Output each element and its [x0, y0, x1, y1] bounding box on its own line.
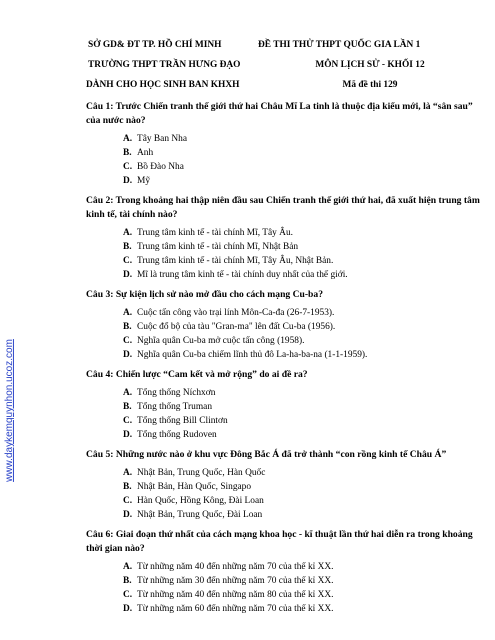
option-d: D. Tổng thống Rudoven: [123, 430, 217, 440]
option-b: B. Nhật Bản, Hàn Quốc, Singapo: [123, 482, 252, 492]
question-title: Câu 5: Những nước nào ở khu vực Đông Bắc Á đã trở thành “con rồng kinh tế Châu Á”: [86, 449, 447, 460]
department-name: SỞ GD& ĐT TP. HỒ CHÍ MINH: [88, 40, 222, 50]
option-b: B. Từ những năm 30 đến những năm 70 của thế kỉ XX.: [123, 576, 334, 586]
option-d: D. Nhật Bản, Trung Quốc, Đài Loan: [123, 510, 263, 520]
option-d: D. Mỹ: [123, 176, 151, 186]
option-b: B. Anh: [123, 148, 154, 158]
option-c: C. Trung tâm kinh tế - tài chính Mĩ, Tây Âu, Nhật Bản.: [123, 256, 334, 266]
subject-name: MÔN LỊCH SỬ - KHỐI 12: [315, 60, 425, 70]
question-6: [86, 528, 482, 616]
option-a: A. Tổng thống Níchxơn: [123, 388, 216, 398]
option-a: A. Cuộc tấn công vào trại lính Môn-Ca-đa (26-7-1953).: [123, 308, 335, 318]
option-a: A. Từ những năm 40 đến những năm 70 của thế kỉ XX.: [123, 562, 334, 572]
exam-header: [86, 36, 482, 94]
option-c: C. Từ những năm 40 đến những năm 80 của thế kỉ XX.: [123, 590, 334, 600]
question-2: [86, 194, 482, 282]
option-c: C. Hàn Quốc, Hồng Kông, Đài Loan: [123, 496, 264, 506]
option-d: D. Nghĩa quân Cu-ba chiếm lĩnh thủ đô La-ha-ba-na (1-1-1959).: [123, 350, 368, 360]
school-name: TRƯỜNG THPT TRẦN HƯNG ĐẠO: [88, 60, 241, 70]
watermark-text[interactable]: www.daykemquynhon.ucoz.com: [3, 338, 15, 482]
question-title: Câu 6: Giai đoạn thứ nhất của cách mạng khoa học - kĩ thuật lần thứ hai diễn ra trong khoảng thời gian nào?: [86, 529, 473, 554]
question-1: [86, 100, 482, 188]
question-title: Câu 2: Trong khoảng hai thập niên đầu sau Chiến tranh thế giới thứ hai, đã xuất hiện trung tâm kinh tế, tài chính nào?: [86, 195, 480, 220]
watermark-link[interactable]: [2, 200, 16, 620]
option-c: C. Tổng thống Bill Clintơn: [123, 416, 228, 426]
option-a: A. Nhật Bản, Trung Quốc, Hàn Quốc: [123, 468, 266, 478]
question-title: Câu 3: Sự kiện lịch sử nào mở đầu cho cách mạng Cu-ba?: [86, 289, 323, 300]
question-5: [86, 448, 482, 522]
exam-title: ĐỀ THI THỬ THPT QUỐC GIA LẦN 1: [258, 40, 421, 50]
option-d: D. Từ những năm 60 đến những năm 70 của thế kỉ XX.: [123, 604, 334, 614]
option-b: B. Tổng thống Truman: [123, 402, 213, 412]
question-4: [86, 368, 482, 442]
option-d: D. Mĩ là trung tâm kinh tế - tài chính duy nhất của thế giới.: [123, 270, 348, 280]
option-c: C. Nghĩa quân Cu-ba mở cuộc tấn công (1958).: [123, 336, 305, 346]
exam-code: Mã đề thi 129: [342, 80, 398, 90]
question-title: Câu 1: Trước Chiến tranh thế giới thứ hai Châu Mĩ La tinh là thuộc địa kiểu mới, là “sân sau” của nước nào?: [86, 101, 473, 126]
question-title: Câu 4: Chiến lược “Cam kết và mở rộng” do ai đề ra?: [86, 369, 308, 380]
option-b: B. Trung tâm kinh tế - tài chính Mĩ, Nhật Bản: [123, 242, 299, 252]
audience-label: DÀNH CHO HỌC SINH BAN KHXH: [86, 80, 240, 90]
exam-page: [86, 36, 482, 616]
option-c: C. Bồ Đào Nha: [123, 162, 184, 172]
option-b: B. Cuộc đổ bộ của tàu "Gran-ma" lên đất Cu-ba (1956).: [123, 322, 336, 332]
option-a: A. Trung tâm kinh tế - tài chính Mĩ, Tây Âu.: [123, 228, 293, 238]
option-a: A. Tây Ban Nha: [123, 134, 187, 144]
question-3: [86, 288, 482, 362]
